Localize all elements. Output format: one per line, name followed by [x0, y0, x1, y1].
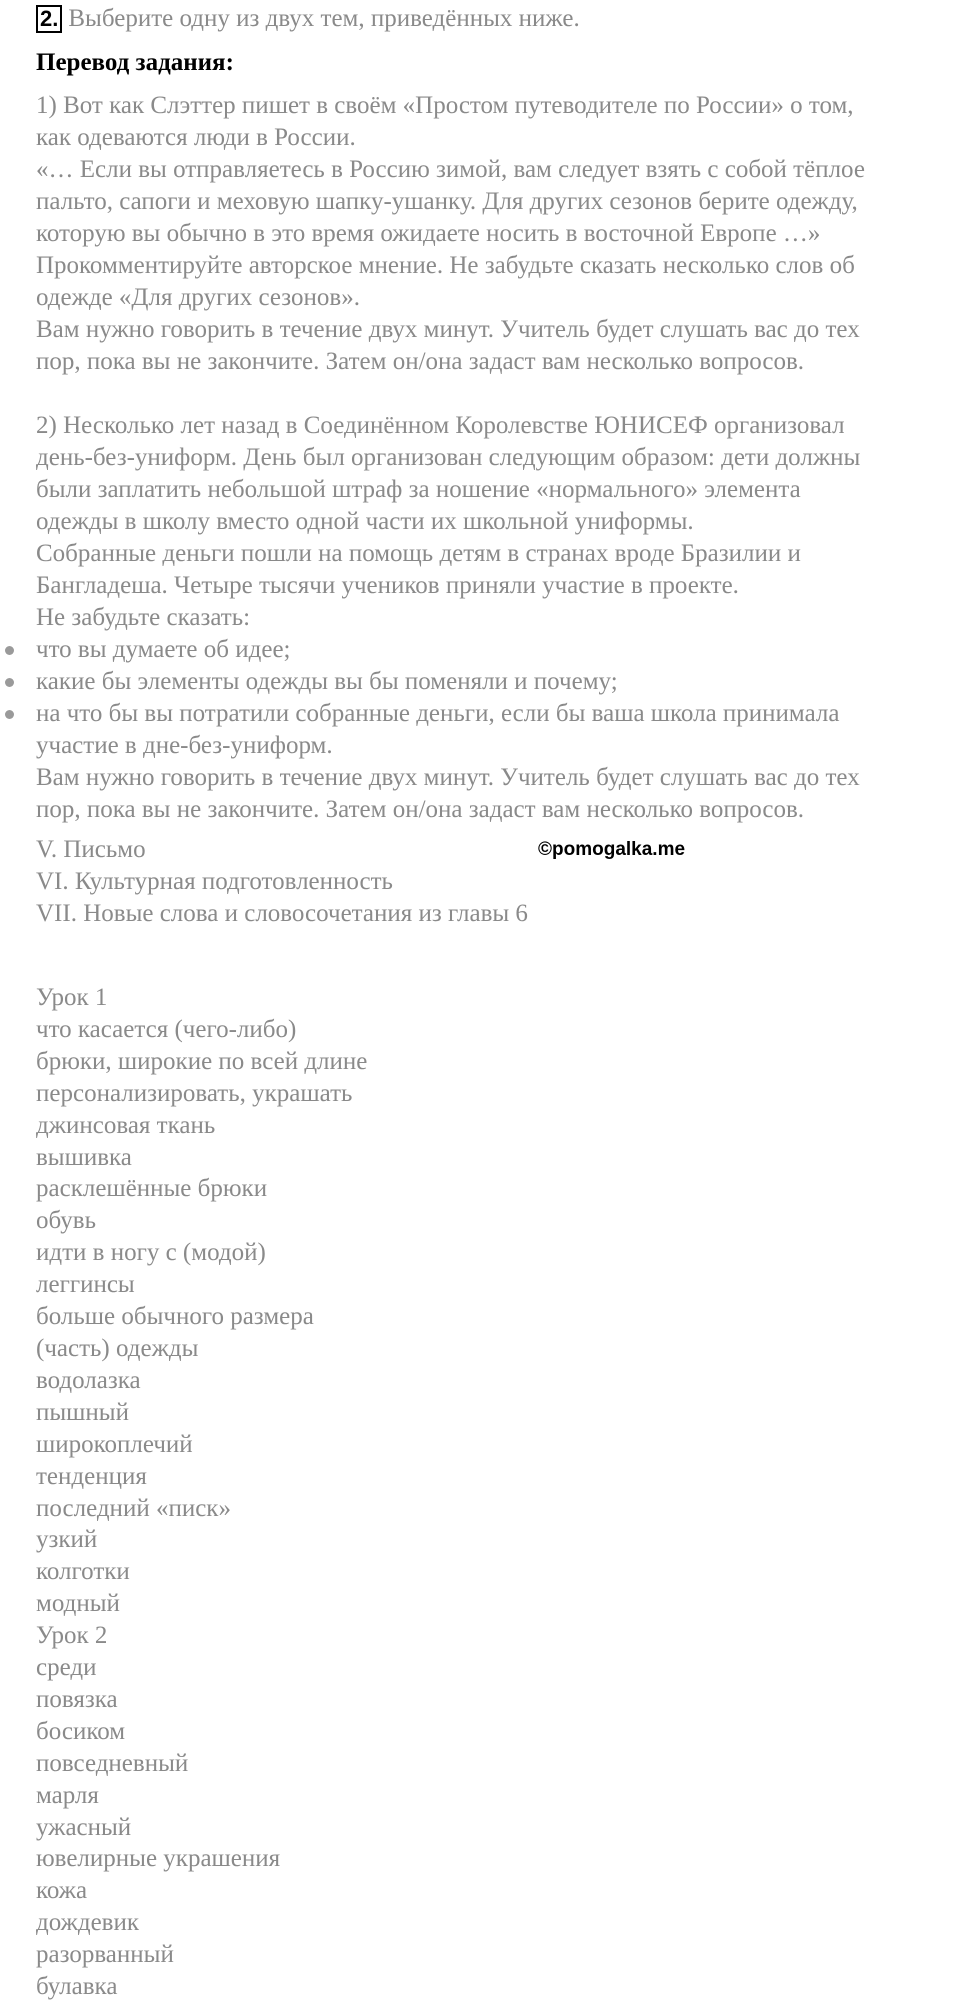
paragraph-spacer: [36, 390, 956, 410]
vocab-item: булавка: [36, 1973, 118, 2001]
topic-1-line: «… Если вы отправляетесь в Россию зимой, вам следует взять с собой тёплое: [36, 156, 865, 183]
topic-2-line: Не забудьте сказать:: [36, 604, 251, 631]
topic-1-line: Вам нужно говорить в течение двух минут. Учитель будет слушать вас до тех: [36, 316, 860, 343]
vocab-item: марля: [36, 1781, 99, 1809]
vocab-item: обувь: [36, 1207, 96, 1235]
vocab-item: повязка: [36, 1685, 118, 1713]
bullet-text: участие в дне-без-униформ.: [36, 732, 333, 759]
lesson-heading: Урок 1: [36, 984, 108, 1011]
translation-heading: Перевод задания:: [36, 49, 234, 76]
topic-2-line: день-без-униформ. День был организован следующим образом: дети должны: [36, 444, 861, 471]
task-number-badge: 2.: [36, 5, 62, 33]
vocab-item: повседневный: [36, 1749, 189, 1777]
topic-1: [36, 90, 956, 378]
vocab-item: пышный: [36, 1398, 129, 1426]
topic-1-line: как одеваются люди в России.: [36, 124, 356, 151]
bullet-item: [36, 666, 956, 698]
topic-2-line: Собранные деньги пошли на помощь детям в странах вроде Бразилии и: [36, 540, 801, 567]
vocab-item: разорванный: [36, 1941, 174, 1969]
topic-2-line: Бангладеша. Четыре тысячи учеников приняли участие в проекте.: [36, 572, 739, 599]
bullet-dot-icon: [5, 710, 14, 719]
topic-2-line: одежды в школу вместо одной части их школьной униформы.: [36, 508, 694, 535]
vocab-item: последний «писк»: [36, 1494, 231, 1522]
vocab-item: ювелирные украшения: [36, 1845, 281, 1873]
watermark: ©pomogalka.me: [538, 839, 686, 860]
vocab-item: дождевик: [36, 1909, 140, 1937]
vocab-item: персонализировать, украшать: [36, 1079, 353, 1107]
topic-2-line: 2) Несколько лет назад в Соединённом Королевстве ЮНИСЕФ организовал: [36, 412, 845, 439]
vocab-item: джинсовая ткань: [36, 1111, 216, 1139]
topic-1-line: Прокомментируйте авторское мнение. Не забудьте сказать несколько слов об: [36, 252, 855, 279]
vocabulary-list: [36, 982, 956, 2003]
vocab-item: леггинсы: [36, 1271, 135, 1299]
topic-1-line: пальто, сапоги и меховую шапку-ушанку. Для других сезонов берите одежду,: [36, 188, 858, 215]
vocab-item: больше обычного размера: [36, 1303, 314, 1331]
bullet-text: что вы думаете об идее;: [36, 636, 291, 663]
vocab-item: что касается (чего-либо): [36, 1015, 297, 1043]
topic-2-line: были заплатить небольшой штраф за ношение «нормального» элемента: [36, 476, 801, 503]
section-heading: VII. Новые слова и словосочетания из главы 6: [36, 900, 528, 927]
vocab-item: (часть) одежды: [36, 1334, 199, 1362]
lesson-heading: Урок 2: [36, 1622, 108, 1650]
vocab-item: среди: [36, 1654, 97, 1682]
task-instruction-line: [36, 4, 956, 34]
section-heading: V. Письмо: [36, 836, 146, 863]
vocab-item: вышивка: [36, 1143, 132, 1171]
vocab-item: широкоплечий: [36, 1430, 193, 1458]
bullet-item: [36, 698, 956, 762]
topic-1-line: пор, пока вы не закончите. Затем он/она задаст вам несколько вопросов.: [36, 348, 804, 375]
section-list: [36, 834, 956, 930]
bullet-item: [36, 634, 956, 666]
bullet-text: какие бы элементы одежды вы бы поменяли и почему;: [36, 668, 618, 695]
bullet-list: [36, 634, 956, 762]
vocab-item: расклешённые брюки: [36, 1175, 268, 1203]
vocab-item: кожа: [36, 1877, 88, 1905]
topic-1-line: которую вы обычно в это время ожидаете носить в восточной Европе …»: [36, 220, 821, 247]
vocab-item: колготки: [36, 1558, 130, 1586]
vocab-item: модный: [36, 1590, 120, 1618]
topic-2: [36, 390, 956, 826]
vocab-item: тенденция: [36, 1462, 147, 1490]
vocab-item: брюки, широкие по всей длине: [36, 1047, 368, 1075]
bullet-dot-icon: [5, 678, 14, 687]
bullet-text: на что бы вы потратили собранные деньги, если бы ваша школа принимала: [36, 700, 840, 727]
section-heading: VI. Культурная подготовленность: [36, 868, 393, 895]
topic-1-line: 1) Вот как Слэттер пишет в своём «Простом путеводителе по России» о том,: [36, 92, 854, 119]
vocab-item: водолазка: [36, 1366, 141, 1394]
vocab-item: идти в ногу с (модой): [36, 1239, 266, 1267]
vocab-item: босиком: [36, 1717, 126, 1745]
vocab-item: ужасный: [36, 1813, 132, 1841]
task-instruction: Выберите одну из двух тем, приведённых ниже.: [68, 5, 580, 32]
topic-2-instructions: Вам нужно говорить в течение двух минут. Учитель будет слушать вас до тех: [36, 764, 860, 791]
bullet-dot-icon: [5, 646, 14, 655]
topic-1-line: одежде «Для других сезонов».: [36, 284, 360, 311]
topic-2-instructions: пор, пока вы не закончите. Затем он/она задаст вам несколько вопросов.: [36, 796, 804, 823]
vocab-item: узкий: [36, 1526, 98, 1554]
page-content: [36, 4, 956, 2003]
